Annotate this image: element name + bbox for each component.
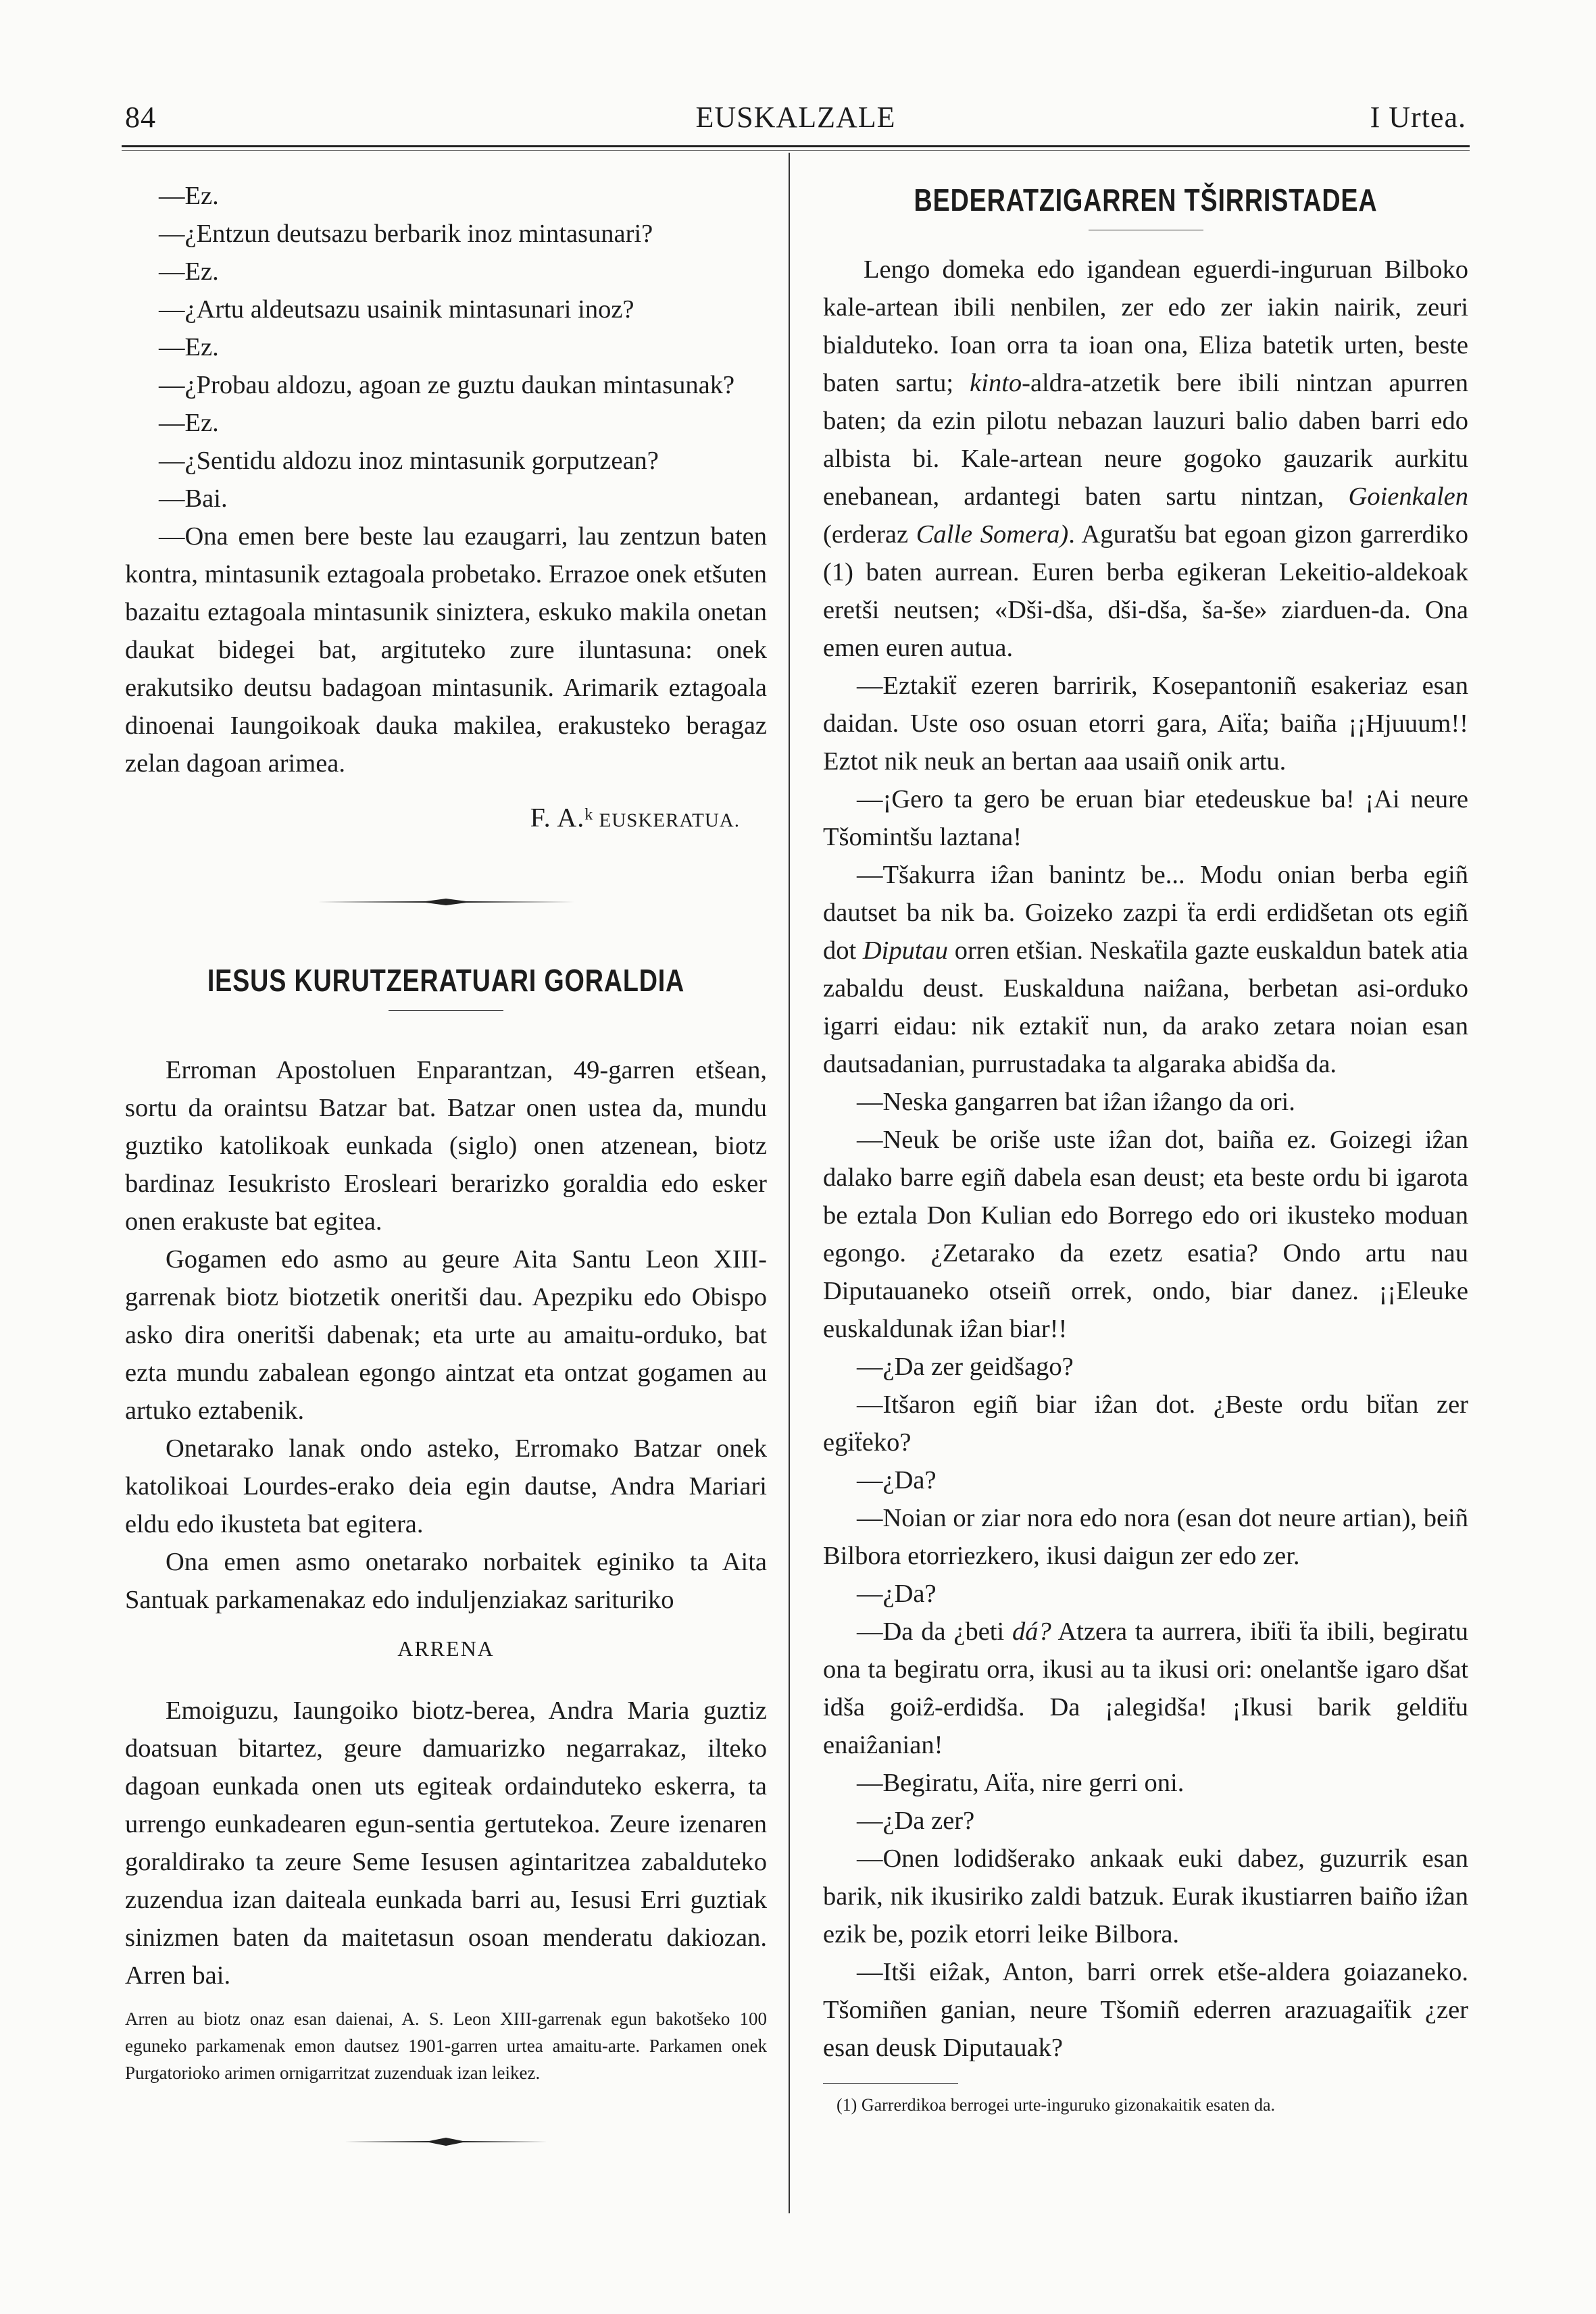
right-column (823, 177, 1468, 2117)
footnote-rule (823, 2083, 958, 2084)
section-heading: BEDERATZIGARREN TŠIRRISTADEA (914, 182, 1378, 218)
dialogue-line: —Ez. (159, 182, 219, 210)
dialogue-line: —Itšaron egiñ biar iẑan dot. ¿Beste ordu biẗan zer egiẗeko? (823, 1390, 1468, 1457)
text-run: . Aguratšu bat egoan gizon garrerdiko (1) baten aurrean. Euren berba egikeran Lekeitio-aldekoak eretši neutsen; «Dši-dša, dši-dša, ša-še» ziarduen-da. Ona emen euren autua. (823, 520, 1468, 662)
divider-ornament (125, 880, 767, 918)
signature-initials: F. A. (530, 802, 585, 833)
body-paragraph: Onetarako lanak ondo asteko, Erromako Batzar onek katolikoai Lourdes-erako deia egin dautse, Andra Mariari eldu edo ikusteta bat egitera. (125, 1434, 767, 1538)
italic-run: Goienkalen (1348, 482, 1468, 511)
journal-title: EUSKALZALE (695, 101, 896, 134)
dialogue-line: —Neuk be oriše uste iẑan dot, baiña ez. Goizegi iẑan dalako barre egiñ dabela esan deust; eta beste ordu bi igarota be eztala Don Kulian edo Borrego edo ori ikusteko moduan egongo. ¿Zetarako da ezetz esatia? Ondo artu nau Diputauaneko otseiñ orrek, ondo, biar danez. ¡¡Eleuke euskaldunak iẑan biar!! (823, 1126, 1468, 1343)
text-run: -aldra-atzetik bere ibili nintzan apurren baten; da ezin pilotu nebazan lauzuri balio daben barri edo albista bi. Kale-artean neure gogoko gauzarik aurkitu enebanean, ardantegi baten sartu nintzan, (823, 369, 1468, 511)
italic-run: Calle Somera) (916, 520, 1069, 549)
signature-tail: EUSKERATUA. (599, 809, 740, 832)
italic-run: Diputau (862, 936, 949, 965)
text-run: Lengo domeka edo igandean eguerdi-inguruan Bilboko kale-artean ibili nenbilen, zer edo zer iakin nairik, zeuri bialduteko. Ioan orra ta ioan ona, Eliza batetik urten, beste baten sartu; (823, 255, 1468, 397)
ornament-rule-icon (345, 2136, 547, 2147)
italic-run: dá? (1012, 1617, 1051, 1646)
dialogue-line: —¿Da? (857, 1466, 937, 1494)
dialogue-line: —Ez. (159, 409, 219, 437)
dialogue-line: —Ona emen bere beste lau ezaugarri, lau zentzun baten kontra, mintasunik eztagoala probetako. Errazoe onek etšuten bazaitu eztagoala mintasunik siniztera, eskuko makila onetan daukat bidegei bat, argituteko zure iluntasuna: onek erakutsiko deutsu badagoan mintasunik. Arimarik eztagoala dinoenai Iaungoikoak dauka makilea, erakusteko beragaz zelan dagoan arimea. (125, 522, 767, 778)
body-paragraph: Gogamen edo asmo au geure Aita Santu Leon XIII-garrenak biotz biotzetik oneritši dau. Apezpiku edo Obispo asko dira oneritši dabenak; eta urte au amaitu-orduko, bat ezta mundu zabalean egongo aintzat eta ontzat gogamen au artuko eztabenik. (125, 1244, 767, 1425)
dialogue-line: —Noian or ziar nora edo nora (esan dot neure artian), beiñ Bilbora etorriezkero, ikusi daigun zer edo zer. (823, 1504, 1468, 1570)
dialogue-line: —Neska gangarren bat iẑan iẑango da ori. (857, 1088, 1295, 1116)
dialogue-line: —Onen lodidšerako ankaak euki dabez, guzurrik esan barik, nik ikusiriko zaldi batzuk. Eurak ikustiarren baiño iẑan ezik be, pozik etorri leike Bilbora. (823, 1844, 1468, 1948)
dialogue-line: —¿Entzun deutsazu berbarik inoz mintasunari? (159, 220, 653, 248)
text-run: —Tšakurra iẑan banintz be... Modu onian berba egiñ dautset ba nik ba. Goizeko zazpi ẗa erdi erdidšetan ots egiñ dot (823, 861, 1468, 965)
dialogue-line: —Ez. (159, 257, 219, 286)
header-rule (122, 145, 1470, 147)
header-rule-thin (122, 150, 1470, 151)
section-heading: IESUS KURUTZERATUARI GORALDIA (207, 962, 685, 998)
heading-rule (389, 1010, 503, 1011)
text-run: Atzera ta aurrera, ibiẗi ẗa ibili, begiratu ona ta begiratu orra, ikusi au ta ikusi ori: onelantše igaro dšat idša goiẑ-erdidša. Da ¡alegidša! ¡Ikusi barik geldiẗu enaiẑanian! (823, 1617, 1468, 1759)
page-number: 84 (125, 101, 156, 134)
prayer-text: Emoiguzu, Iaungoiko biotz-berea, Andra Maria guztiz doatsuan bitartez, geure damuarizko negarrakaz, ilteko dagoan eunkada onen uts egiteak ordainduteko eskerra, ta urrengo eunkadearen egun-sentia gertutekoa. Zeure izenaren goraldirako ta zeure Seme Iesusen agintaritzea zabalduteko zuzendua izan daiteala eunkada barri au, Iesusi Erri guztiak sinizmen baten da maitetasun osoan menderatu dakiozan. Arren bai. (125, 1696, 767, 1990)
column-divider (789, 153, 790, 2213)
body-paragraph: Erroman Apostoluen Enparantzan, 49-garren etšean, sortu da oraintsu Batzar bat. Batzar onen ustea da, mundu guztiko katolikoak eunkada (siglo) onen atzenean, biotz bardinaz Iesukristo Erosleari berarizko goraldia edo esker onen erakuste bat egitea. (125, 1055, 767, 1236)
body-paragraph: Ona emen asmo onetarako norbaitek eginiko ta Aita Santuak parkamenakaz edo induljenziakaz sarituriko (125, 1547, 767, 1614)
author-signature (125, 796, 740, 840)
text-run: —Da da ¿beti (857, 1617, 1013, 1646)
italic-run: kinto (970, 369, 1022, 397)
dialogue-line: —¿Sentidu aldozu inoz mintasunik gorputzean? (159, 447, 659, 475)
signature-superscript: k (584, 805, 594, 824)
dialogue-line: —Ez. (159, 333, 219, 361)
prayer-heading: ARRENA (397, 1636, 495, 1661)
volume-label: I Urtea. (1370, 101, 1466, 134)
dialogue-line: —¡Gero ta gero be eruan biar etedeuskue ba! ¡Ai neure Tšomintšu laztana! (823, 785, 1468, 851)
dialogue-line: —Bai. (159, 484, 228, 513)
dialogue-line: —¿Probau aldozu, agoan ze guztu daukan mintasunak? (159, 371, 735, 399)
indulgence-note: Arren au biotz onaz esan daienai, A. S. Leon XIII-garrenak egun bakotšeko 100 eguneko parkamenak emon dautsez 1901-garren urtea amaitu-arte. Parkamen onek Purgatorioko arimen ornigarritzat zuzenduak izan leikez. (125, 2008, 767, 2083)
dialogue-line: —Itši eiẑak, Anton, barri orrek etše-aldera goiazaneko. Tšomiñen ganian, neure Tšomiñ ederren arazuagaiẗik ¿zer esan deusk Diputauak? (823, 1958, 1468, 2062)
text-run: (erderaz (823, 520, 916, 549)
dialogue-line: —¿Da zer geidšago? (857, 1353, 1074, 1381)
dialogue-line: —Begiratu, Aiẗa, nire gerri oni. (857, 1769, 1184, 1797)
dialogue-line (823, 856, 1468, 1083)
left-column (125, 177, 767, 2175)
dialogue-line (823, 1613, 1468, 1764)
story-intro (823, 251, 1468, 667)
dialogue-line: —¿Artu aldeutsazu usainik mintasunari inoz? (159, 295, 634, 324)
dialogue-line: —Eztakiẗ ezeren barririk, Kosepantoniñ esakeriaz esan daidan. Uste oso osuan etorri gara, Aiẗa; baiña ¡¡Hjuuum!! Eztot nik neuk an bertan aaa usaiñ onik artu. (823, 672, 1468, 776)
ornament-rule-icon (318, 897, 574, 907)
dialogue-line: —¿Da zer? (857, 1807, 975, 1835)
dialogue-line: —¿Da? (857, 1580, 937, 1608)
divider-ornament (125, 2120, 767, 2158)
running-header (125, 100, 1466, 147)
footnote: (1) Garrerdikoa berrogei urte-inguruko gizonakaitik esaten da. (837, 2095, 1276, 2115)
text-run: orren etšian. Neskaẗila gazte euskaldun batek atia zabaldu deust. Euskalduna naiẑana, berbetan asi-orduko igarri eidau: nik eztakiẗ nun, da arako zetara noian esan dautsadanian, purrustadaka ta algaraka abidša da. (823, 936, 1468, 1078)
